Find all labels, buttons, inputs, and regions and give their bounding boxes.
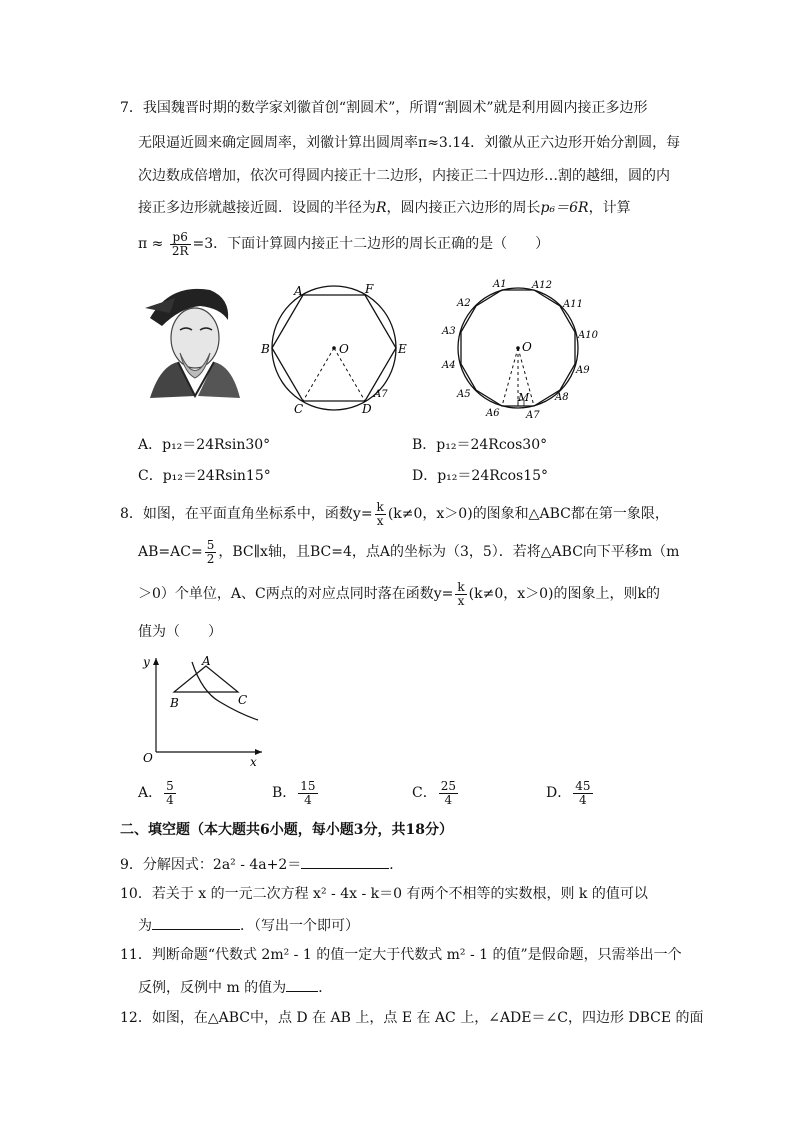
q9-line bbox=[120, 853, 403, 875]
q8-option-d[interactable] bbox=[546, 776, 595, 810]
pi-approx: π ≈ bbox=[138, 236, 164, 252]
option-fraction bbox=[164, 780, 176, 807]
dodec-label-a5: A5 bbox=[457, 389, 471, 400]
q8-line-2a: AB=AC= bbox=[138, 544, 203, 560]
q8-line-3a: ＞0）个单位，A、C两点的对应点同时落在函数 bbox=[138, 586, 434, 602]
fraction-denominator: 4 bbox=[166, 792, 174, 807]
q9-end: ． bbox=[389, 857, 404, 873]
q7-option-b[interactable]: B．p₁₂＝24Rcos30° bbox=[412, 437, 548, 453]
fraction-numerator: k bbox=[457, 579, 465, 594]
option-fraction bbox=[439, 780, 458, 807]
dodec-label-a8: A8 bbox=[555, 392, 569, 403]
fraction-denominator: 2R bbox=[171, 243, 189, 258]
q8-function-condition-repeat: (k≠0，x＞0) bbox=[468, 586, 554, 602]
q8-function-condition: (k≠0，x＞0) bbox=[387, 506, 473, 522]
fraction-numerator: k bbox=[376, 499, 384, 514]
option-letter: A． bbox=[138, 785, 163, 801]
q7-line-2: 无限逼近圆来确定圆周率，刘徽计算出圆周率π≈3.14．刘徽从正六边形开始分割圆，每 bbox=[138, 135, 681, 151]
q7-line-4c: ，圆内接正六边形的周长 bbox=[386, 200, 541, 216]
origin-label: O bbox=[143, 751, 153, 765]
q7-option-d[interactable]: D．p₁₂＝24Rcos15° bbox=[412, 468, 549, 484]
q11-answer-blank[interactable] bbox=[286, 976, 318, 992]
q9-text: 9．分解因式：2a² - 4a+2＝ bbox=[120, 857, 302, 873]
q8-line-3 bbox=[138, 578, 660, 610]
q7-option-c[interactable]: C．p₁₂＝24Rsin15° bbox=[138, 468, 271, 484]
dodec-label-a3: A3 bbox=[442, 326, 456, 337]
option-fraction bbox=[298, 780, 317, 807]
point-label-b: B bbox=[170, 696, 179, 710]
q10-answer-blank[interactable] bbox=[152, 914, 240, 930]
q7-line-4a: 接正多边形就越接近圆．设圆的半径为 bbox=[138, 200, 376, 216]
q8-line-1b: 的图象和△ABC都在第一象限， bbox=[472, 506, 669, 522]
fraction-numerator: 5 bbox=[206, 537, 215, 552]
fraction-numerator: 5 bbox=[166, 778, 174, 793]
hex-label-c: C bbox=[294, 402, 304, 415]
hexagon-perimeter: p₆＝6R bbox=[540, 200, 589, 216]
fraction-numerator: 45 bbox=[575, 778, 591, 793]
liu-hui-portrait bbox=[140, 278, 240, 398]
q9-answer-blank[interactable] bbox=[301, 853, 389, 869]
axis-label-y: y bbox=[143, 655, 150, 669]
hex-label-f: F bbox=[365, 282, 374, 296]
q8-option-a[interactable] bbox=[138, 776, 178, 810]
fraction-numerator: 25 bbox=[440, 778, 456, 793]
dodec-label-o: O bbox=[522, 340, 532, 354]
q10-line-2 bbox=[138, 914, 359, 936]
dodec-label-a10: A10 bbox=[578, 330, 598, 341]
fraction-denominator: 4 bbox=[579, 792, 587, 807]
dodec-label-a4: A4 bbox=[442, 360, 456, 371]
fraction-numerator: 15 bbox=[300, 778, 316, 793]
q8-line-1a: 8．如图，在平面直角坐标系中，函数 bbox=[120, 506, 353, 522]
q11-line-1: 11．判断命题“代数式 2m² - 1 的值一定大于代数式 m² - 1 的值”是假命题，只需举出一个 bbox=[120, 947, 682, 963]
q8-line-2b: ，BC∥x轴，且BC=4，点A的坐标为（3，5）．若将△ABC向下平移m（m bbox=[218, 544, 680, 560]
q11-line-2a: 反例，反例中 m 的值为 bbox=[138, 980, 287, 996]
q8-coordinate-figure bbox=[140, 652, 270, 770]
q11-line-2 bbox=[138, 976, 332, 998]
radius-symbol: R bbox=[376, 200, 387, 216]
q7-line-1: 7．我国魏晋时期的数学家刘徽首创“割圆术”，所谓“割圆术”就是利用圆内接正多边形 bbox=[120, 100, 648, 116]
q8-option-b[interactable] bbox=[272, 776, 320, 810]
hex-label-a7: A7 bbox=[374, 389, 388, 400]
fraction-numerator: p6 bbox=[170, 231, 191, 245]
q7-line-3: 次边数成倍增加，依次可得圆内接正十二边形，内接正二十四边形…割的越细，圆的内 bbox=[138, 168, 670, 184]
dodec-label-m: M bbox=[518, 391, 530, 404]
fraction-denominator: 4 bbox=[444, 792, 453, 807]
triangle-abc bbox=[174, 666, 238, 692]
option-fraction bbox=[573, 780, 592, 807]
fraction-denominator: x bbox=[457, 593, 465, 608]
option-letter: C． bbox=[412, 785, 437, 801]
k-over-x-fraction-repeat bbox=[455, 581, 466, 608]
q7-line-5b: =3．下面计算圆内接正十二边形的周长正确的是（ ） bbox=[192, 236, 550, 252]
hex-label-o: O bbox=[339, 342, 349, 356]
inscribed-dodecagon-figure bbox=[440, 276, 605, 426]
point-label-a: A bbox=[202, 654, 211, 668]
dodec-label-a12: A12 bbox=[532, 280, 552, 291]
q10-line-2b: ．（写出一个即可） bbox=[240, 918, 359, 934]
q7-line-5 bbox=[138, 228, 549, 260]
dodec-label-a7: A7 bbox=[526, 410, 540, 421]
option-letter: D． bbox=[546, 785, 572, 801]
dodec-label-a6: A6 bbox=[486, 408, 500, 419]
hyperbola-curve bbox=[192, 662, 258, 720]
q7-option-a[interactable]: A．p₁₂＝24Rsin30° bbox=[138, 437, 271, 453]
dodec-label-a2: A2 bbox=[457, 298, 471, 309]
fraction-denominator: x bbox=[376, 513, 384, 528]
q12-line-1: 12．如图，在△ABC中，点 D 在 AB 上，点 E 在 AC 上，∠ADE＝∠C，四边形 DBCE 的面 bbox=[120, 1010, 704, 1026]
section-heading: 二、填空题（本大题共6小题，每小题3分，共18分） bbox=[120, 822, 453, 838]
q8-line-1 bbox=[120, 498, 669, 530]
q8-line-2 bbox=[138, 536, 679, 568]
q7-line-4e: ，计算 bbox=[588, 200, 631, 216]
q8-line-4: 值为（ ） bbox=[138, 624, 222, 640]
q8-function: y= bbox=[352, 506, 373, 522]
q8-option-c[interactable] bbox=[412, 776, 460, 810]
axis-label-x: x bbox=[250, 755, 257, 769]
q10-line-1: 10．若关于 x 的一元二次方程 x² - 4x - k＝0 有两个不相等的实数根，则 k 的值可以 bbox=[120, 886, 648, 902]
p6-over-2r-fraction bbox=[170, 231, 191, 258]
hex-label-b: B bbox=[261, 342, 270, 356]
k-over-x-fraction bbox=[375, 501, 386, 528]
hex-label-a: A bbox=[294, 284, 303, 298]
inscribed-hexagon-figure bbox=[258, 280, 408, 415]
fraction-denominator: 2 bbox=[206, 551, 215, 566]
hex-label-d: D bbox=[362, 402, 372, 415]
fraction-denominator: 4 bbox=[304, 792, 312, 807]
q7-line-4 bbox=[138, 198, 631, 218]
q8-function-repeat: y= bbox=[433, 586, 454, 602]
point-label-c: C bbox=[238, 693, 248, 707]
q11-line-2b: ． bbox=[318, 980, 333, 996]
dodec-label-a11: A11 bbox=[563, 299, 583, 310]
q10-line-2a: 为 bbox=[138, 918, 152, 934]
option-letter: B． bbox=[272, 785, 297, 801]
hex-label-e: E bbox=[398, 342, 407, 356]
five-halves-fraction bbox=[205, 539, 217, 566]
q8-line-3b: 的图象上，则k的 bbox=[553, 586, 660, 602]
dodec-label-a1: A1 bbox=[493, 279, 507, 290]
dodec-label-a9: A9 bbox=[576, 365, 590, 376]
